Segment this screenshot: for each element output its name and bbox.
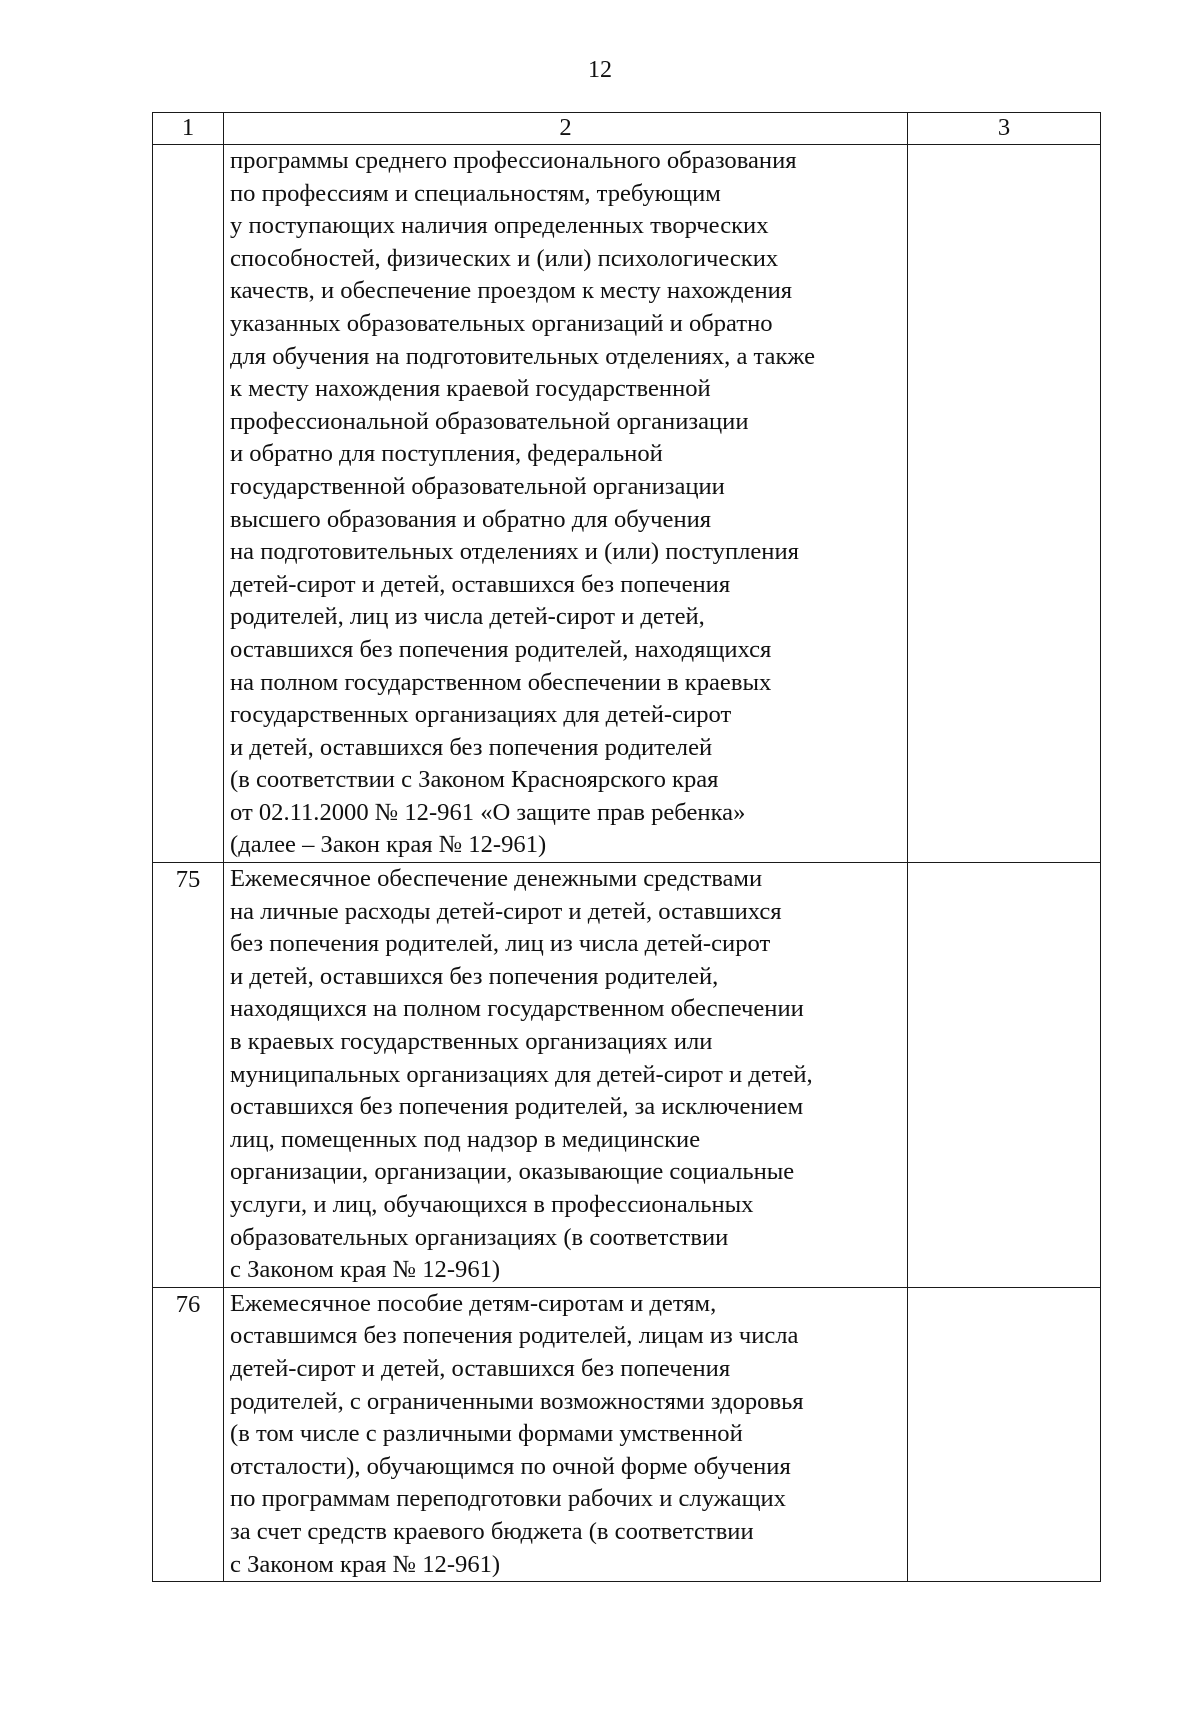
text-line: и детей, оставшихся без попечения родителей xyxy=(230,733,713,761)
text-line: указанных образовательных организаций и обратно xyxy=(230,309,773,337)
text-line: Ежемесячное обеспечение денежными средствами xyxy=(230,865,763,893)
text-line: (далее – Закон края № 12-961) xyxy=(230,831,547,859)
text-line: и детей, оставшихся без попечения родителей, xyxy=(230,962,719,990)
row-number: 75 xyxy=(153,863,224,1288)
text-line: в краевых государственных организациях или xyxy=(230,1028,713,1056)
text-line: детей-сирот и детей, оставшихся без попечения xyxy=(230,1354,731,1382)
text-line: качеств, и обеспечение проездом к месту нахождения xyxy=(230,277,793,305)
row-number xyxy=(153,145,224,863)
row-text xyxy=(224,863,908,1288)
text-line: с Законом края № 12-961) xyxy=(230,1550,501,1578)
text-line: к месту нахождения краевой государственной xyxy=(230,375,711,403)
column-header-1: 1 xyxy=(153,113,224,145)
text-line: лиц, помещенных под надзор в медицинские xyxy=(230,1125,701,1153)
text-line: за счет средств краевого бюджета (в соответствии xyxy=(230,1517,754,1545)
text-line: муниципальных организациях для детей-сирот и детей, xyxy=(230,1060,813,1088)
text-line: по профессиям и специальностям, требующим xyxy=(230,179,721,207)
table-row xyxy=(153,863,1101,1288)
row-col3 xyxy=(908,1287,1101,1581)
document-table xyxy=(152,112,1101,1582)
text-line: с Законом края № 12-961) xyxy=(230,1256,501,1284)
text-line: способностей, физических и (или) психологических xyxy=(230,244,779,272)
column-header-2: 2 xyxy=(224,113,908,145)
row-col3 xyxy=(908,863,1101,1288)
text-line: и обратно для поступления, федеральной xyxy=(230,440,663,468)
row-col3 xyxy=(908,145,1101,863)
row-text xyxy=(224,1287,908,1581)
row-number: 76 xyxy=(153,1287,224,1581)
text-line: без попечения родителей, лиц из числа детей-сирот xyxy=(230,930,771,958)
text-line: государственной образовательной организации xyxy=(230,472,725,500)
text-line: оставшихся без попечения родителей, за исключением xyxy=(230,1093,804,1121)
text-line: оставшихся без попечения родителей, находящихся xyxy=(230,635,772,663)
text-line: на полном государственном обеспечении в краевых xyxy=(230,668,772,696)
text-line: образовательных организациях (в соответствии xyxy=(230,1223,729,1251)
text-line: от 02.11.2000 № 12-961 «О защите прав ребенка» xyxy=(230,798,746,826)
table-row xyxy=(153,145,1101,863)
text-line: детей-сирот и детей, оставшихся без попечения xyxy=(230,570,731,598)
text-line: родителей, лиц из числа детей-сирот и детей, xyxy=(230,603,705,631)
text-line: у поступающих наличия определенных творческих xyxy=(230,212,769,240)
row-text xyxy=(224,145,908,863)
text-line: Ежемесячное пособие детям-сиротам и детям, xyxy=(230,1289,717,1317)
text-line: услуги, и лиц, обучающихся в профессиональных xyxy=(230,1191,754,1218)
text-line: программы среднего профессионального образования xyxy=(230,147,797,174)
text-line: (в том числе с различными формами умственной xyxy=(230,1420,743,1448)
text-line: на личные расходы детей-сирот и детей, оставшихся xyxy=(230,897,782,925)
table-row xyxy=(153,1287,1101,1581)
text-line: профессиональной образовательной организации xyxy=(230,407,749,435)
page-number: 12 xyxy=(588,57,612,83)
text-line: (в соответствии с Законом Красноярского края xyxy=(230,766,719,794)
text-line: организации, организации, оказывающие социальные xyxy=(230,1158,795,1186)
text-line: для обучения на подготовительных отделениях, а также xyxy=(230,342,816,370)
table-header-row xyxy=(153,113,1101,145)
text-line: на подготовительных отделениях и (или) поступления xyxy=(230,538,799,566)
text-line: высшего образования и обратно для обучения xyxy=(230,505,712,533)
text-line: родителей, с ограниченными возможностями здоровья xyxy=(230,1387,804,1415)
text-line: оставшимся без попечения родителей, лицам из числа xyxy=(230,1322,799,1350)
text-line: государственных организациях для детей-сирот xyxy=(230,701,732,729)
column-header-3: 3 xyxy=(908,113,1101,145)
text-line: находящихся на полном государственном обеспечении xyxy=(230,995,804,1023)
text-line: отсталости), обучающимся по очной форме обучения xyxy=(230,1452,791,1480)
text-line: по программам переподготовки рабочих и служащих xyxy=(230,1485,786,1513)
